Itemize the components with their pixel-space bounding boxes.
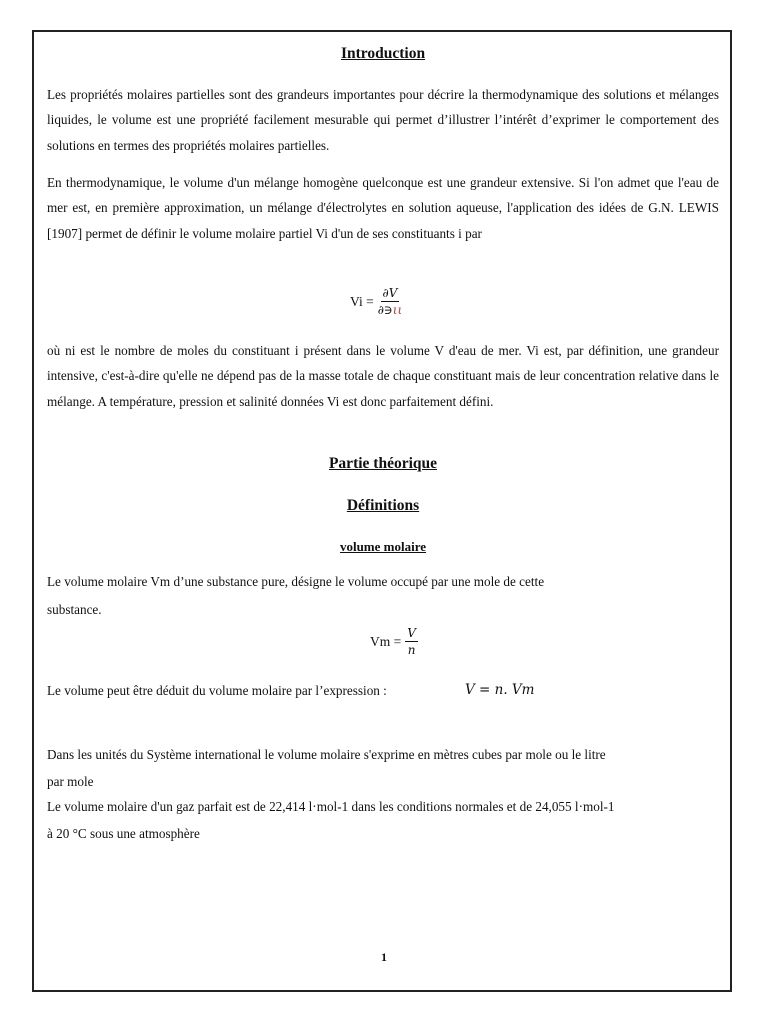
equation-numerator: ∂V <box>382 286 398 300</box>
molar-volume-equation <box>370 626 418 657</box>
page-number: 1 <box>381 950 387 964</box>
equation-lhs: Vi = <box>350 293 374 309</box>
volume-expression-text: Le volume peut être déduit du volume molaire par l’expression : <box>47 683 387 698</box>
page-frame <box>32 30 732 992</box>
intro-paragraph-2: En thermodynamique, le volume d'un mélange homogène quelconque est une grandeur extensive. Si l'on admet que l'eau de mer est, en première approximation, un mélange d'électrolytes en solution aqueuse, l'application des idées de G.N. LEWIS [1907] permet de définir le volume molaire partiel Vi d'un de ses constituants i par <box>47 175 719 241</box>
molar-volume-heading: volume molaire <box>339 539 427 554</box>
ideal-gas-line-2: à 20 °C sous une atmosphère <box>47 826 200 841</box>
equation-denominator-part-a: ∂∋ <box>377 303 393 317</box>
si-units-line-2: par mole <box>47 774 94 789</box>
equation-lhs: Vm = <box>370 633 402 649</box>
volume-expression-math: V = n. Vm <box>465 682 535 698</box>
intro-paragraph-1: Les propriétés molaires partielles sont des grandeurs importantes pour décrire la thermodynamique des solutions et mélanges liquides, le volume est une propriété facilement mesurable qui permet d’illustrer l’intérêt d’exprimer le comportement des solutions en termes des propriétés molaires partielles. <box>47 87 719 153</box>
partial-molar-volume-equation <box>350 286 402 317</box>
equation-denominator <box>378 302 403 317</box>
definitions-heading: Définitions <box>346 497 420 514</box>
equation-fraction <box>405 626 418 657</box>
molar-volume-line-1: Le volume molaire Vm d’une substance pure, désigne le volume occupé par une mole de cette <box>47 574 545 589</box>
molar-volume-line-2: substance. <box>47 602 102 617</box>
equation-denominator: n <box>407 643 416 657</box>
equation-denominator-part-b: ιι <box>392 303 403 317</box>
intro-paragraph-3: où ni est le nombre de moles du constituant i présent dans le volume V d'eau de mer. Vi est, par définition, une grandeur intensive, c'est-à-dire qu'elle ne dépend pas de la masse totale de chaque constituant mais de leur concentration relative dans le mélange. A température, pression et salinité données Vi est donc parfaitement défini. <box>47 343 719 409</box>
ideal-gas-line-1: Le volume molaire d'un gaz parfait est de 22,414 l·mol-1 dans les conditions normales et de 24,055 l·mol-1 <box>47 799 615 814</box>
introduction-heading: Introduction <box>340 45 426 62</box>
si-units-line-1: Dans les unités du Système international le volume molaire s'exprime en mètres cubes par mole ou le litre <box>47 747 606 762</box>
theory-heading: Partie théorique <box>328 455 438 472</box>
equation-numerator: V <box>407 626 416 640</box>
equation-fraction <box>378 286 403 317</box>
